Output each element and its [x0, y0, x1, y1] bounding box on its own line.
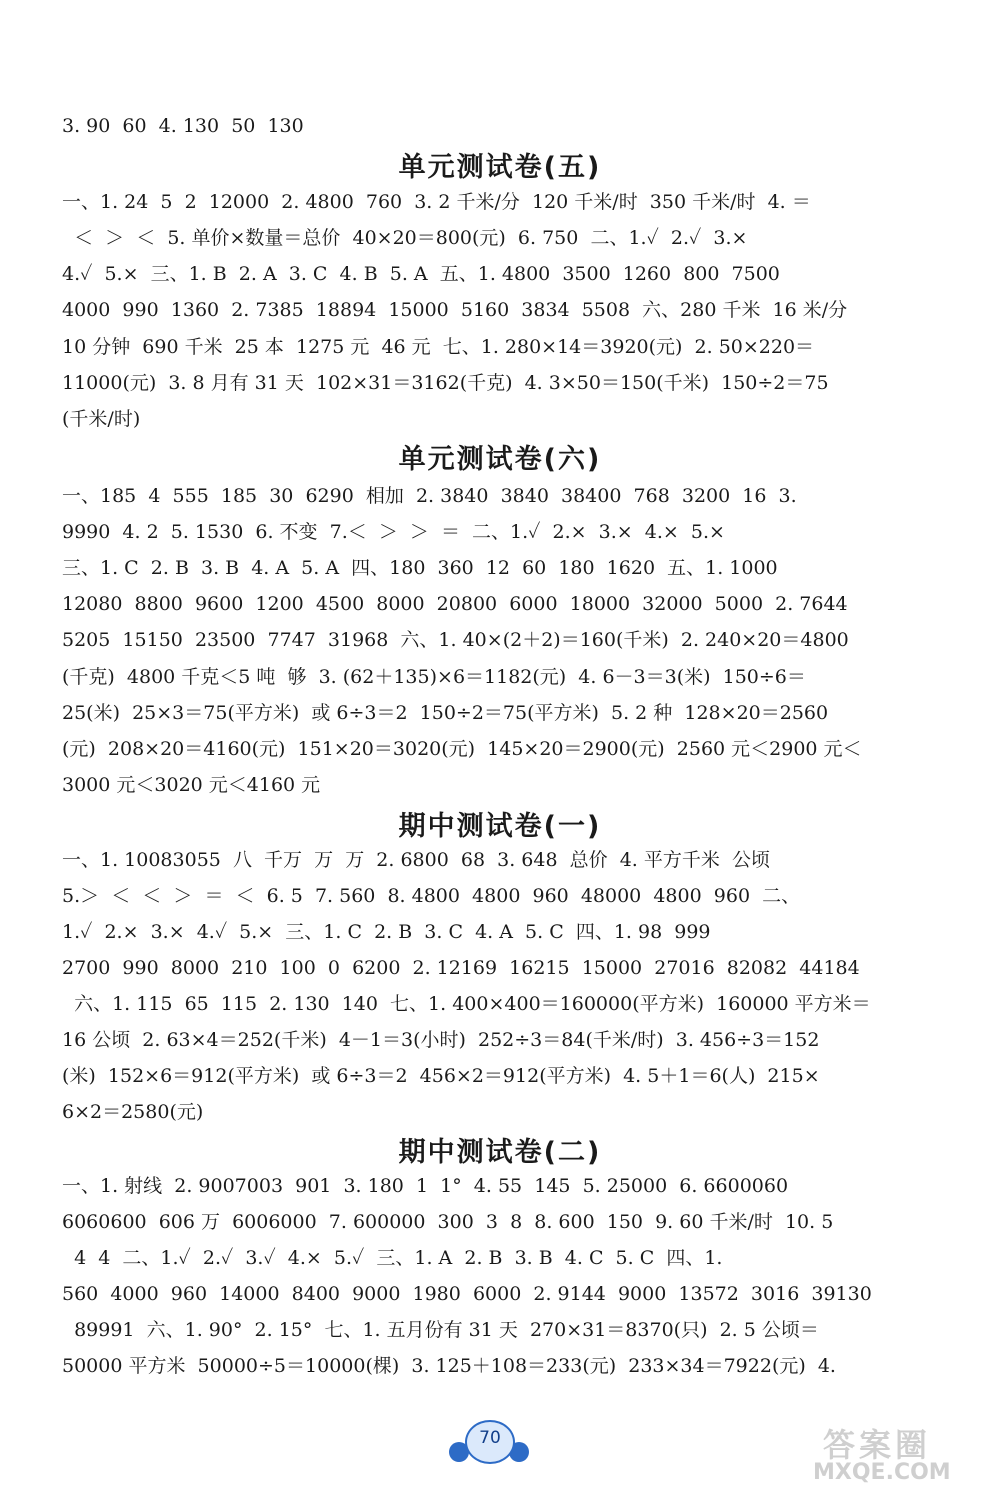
- answer-line: 1.✓ 2.× 3.× 4.✓ 5.× 三、1. C 2. B 3. C 4. A 5. C 四、1. 98 999: [62, 921, 711, 943]
- answer-line: 一、1. 24 5 2 12000 2. 4800 760 3. 2 千米/分 120 千米/时 350 千米/时 4. ＝: [62, 191, 811, 213]
- answer-line: 9990 4. 2 5. 1530 6. 不变 7.＜ ＞ ＞ ＝ 二、1.✓ 2.× 3.× 4.× 5.×: [62, 521, 725, 543]
- watermark-logo: [795, 1420, 995, 1490]
- answer-line: 11000(元) 3. 8 月有 31 天 102×31＝3162(千克) 4. 3×50＝150(千米) 150÷2＝75: [62, 372, 829, 394]
- answer-line: 5205 15150 23500 7747 31968 六、1. 40×(2＋2)＝160(千米) 2. 240×20＝4800: [62, 629, 849, 651]
- answer-line: (米) 152×6＝912(平方米) 或 6÷3＝2 456×2＝912(平方米) 4. 5＋1＝6(人) 215×: [62, 1065, 820, 1087]
- section-title: 单元测试卷(六): [398, 444, 602, 475]
- answer-line: 4.✓ 5.× 三、1. B 2. A 3. C 4. B 5. A 五、1. 4800 3500 1260 800 7500: [62, 263, 780, 285]
- watermark-url: MXQE.COM: [813, 1460, 951, 1485]
- answer-line: 六、1. 115 65 115 2. 130 140 七、1. 400×400＝160000(平方米) 160000 平方米＝: [62, 993, 871, 1015]
- page-number: 70: [479, 1428, 501, 1448]
- answer-line: ＜ ＞ ＜ 5. 单价×数量＝总价 40×20＝800(元) 6. 750 二、1.✓ 2.✓ 3.×: [62, 227, 748, 249]
- section-title: 期中测试卷(一): [398, 811, 602, 842]
- answer-line: 5.＞ ＜ ＜ ＞ ＝ ＜ 6. 5 7. 560 8. 4800 4800 960 48000 4800 960 二、: [62, 885, 801, 907]
- answer-line: 一、185 4 555 185 30 6290 相加 2. 3840 3840 38400 768 3200 16 3.: [62, 485, 797, 507]
- answer-line: 25(米) 25×3＝75(平方米) 或 6÷3＝2 150÷2＝75(平方米) 5. 2 种 128×20＝2560: [62, 702, 829, 724]
- answer-line: 6×2＝2580(元): [62, 1101, 204, 1123]
- answer-line: 3. 90 60 4. 130 50 130: [62, 115, 304, 137]
- answer-line: 三、1. C 2. B 3. B 4. A 5. A 四、180 360 12 60 180 1620 五、1. 1000: [62, 557, 778, 579]
- answer-line: 560 4000 960 14000 8400 9000 1980 6000 2. 9144 9000 13572 3016 39130: [62, 1283, 872, 1305]
- answer-line: 4 4 二、1.✓ 2.✓ 3.✓ 4.× 5.✓ 三、1. A 2. B 3. B 4. C 5. C 四、1.: [62, 1247, 723, 1269]
- section-title: 单元测试卷(五): [398, 152, 602, 183]
- answer-line: 6060600 606 万 6006000 7. 600000 300 3 8 8. 600 150 9. 60 千米/时 10. 5: [62, 1211, 834, 1233]
- watermark-text: 答案圈: [823, 1426, 932, 1464]
- answer-line: (元) 208×20＝4160(元) 151×20＝3020(元) 145×20＝2900(元) 2560 元＜2900 元＜: [62, 738, 862, 760]
- answer-line: (千米/时): [62, 408, 141, 430]
- section-title: 期中测试卷(二): [398, 1137, 602, 1168]
- answer-line: 一、1. 10083055 八 千万 万 万 2. 6800 68 3. 648 总价 4. 平方千米 公顷: [62, 849, 770, 871]
- answer-line: 一、1. 射线 2. 9007003 901 3. 180 1 1° 4. 55 145 5. 25000 6. 6600060: [62, 1175, 789, 1197]
- answer-line: 89991 六、1. 90° 2. 15° 七、1. 五月份有 31 天 270×31＝8370(只) 2. 5 公顷＝: [62, 1319, 819, 1341]
- answer-line: 16 公顷 2. 63×4＝252(千米) 4－1＝3(小时) 252÷3＝84(千米/时) 3. 456÷3＝152: [62, 1029, 820, 1051]
- answer-line: 2700 990 8000 210 100 0 6200 2. 12169 16215 15000 27016 82082 44184: [62, 957, 860, 979]
- answer-line: 10 分钟 690 千米 25 本 1275 元 46 元 七、1. 280×14＝3920(元) 2. 50×220＝: [62, 336, 815, 358]
- answer-line: 12080 8800 9600 1200 4500 8000 20800 6000 18000 32000 5000 2. 7644: [62, 593, 848, 615]
- answer-line: (千克) 4800 千克＜5 吨 够 3. (62＋135)×6＝1182(元) 4. 6－3＝3(米) 150÷6＝: [62, 666, 806, 688]
- answer-line: 50000 平方米 50000÷5＝10000(棵) 3. 125＋108＝233(元) 233×34＝7922(元) 4.: [62, 1355, 836, 1377]
- answer-line: 4000 990 1360 2. 7385 18894 15000 5160 3834 5508 六、280 千米 16 米/分: [62, 299, 848, 321]
- answer-line: 3000 元＜3020 元＜4160 元: [62, 774, 321, 796]
- page-number-badge: [447, 1418, 533, 1468]
